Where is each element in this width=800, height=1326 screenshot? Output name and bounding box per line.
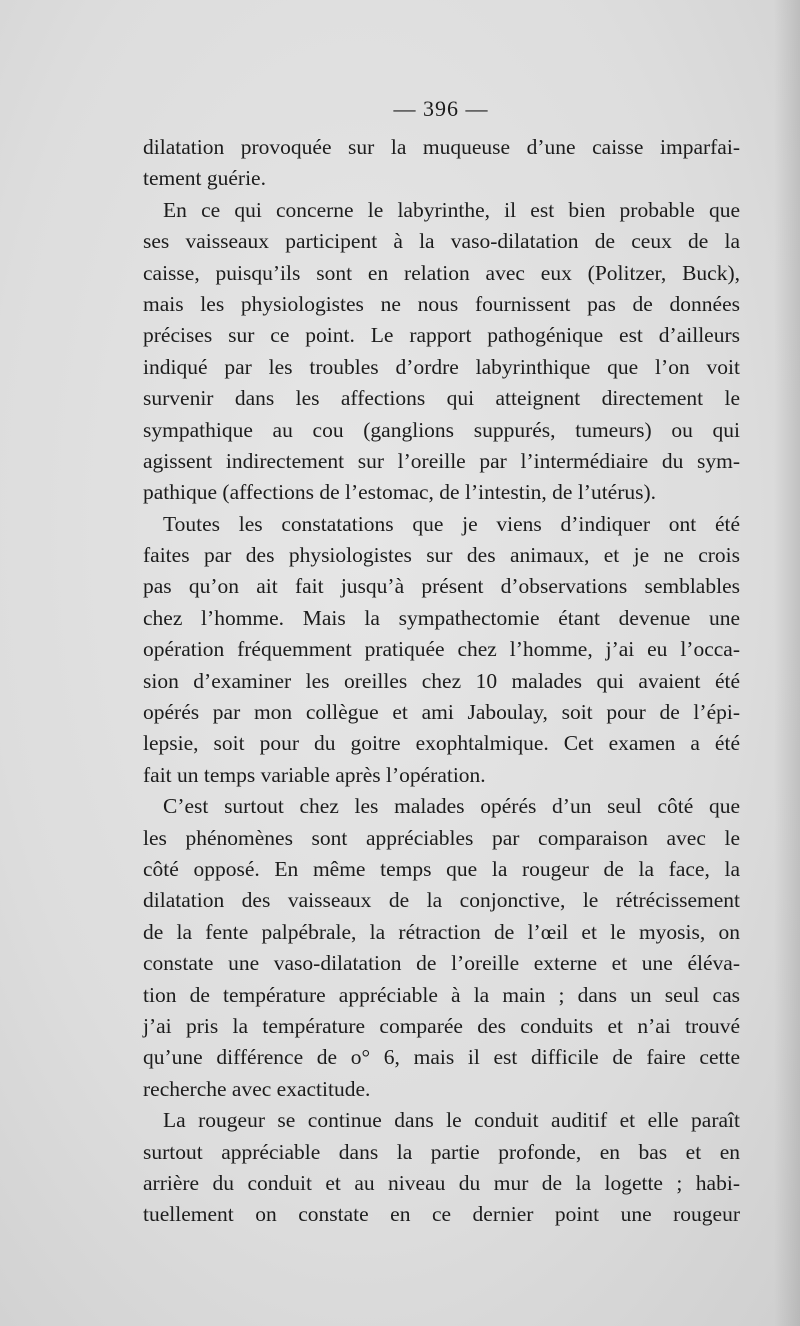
text-line: pathique (affections de l’estomac, de l’intestin, de l’utérus). — [143, 480, 657, 505]
text-line: lepsie, soit pour du goitre exophtalmique. Cet examen a été — [143, 731, 740, 756]
text-line: mais les physiologistes ne nous fournissent pas de données — [143, 291, 740, 316]
text-line: agissent indirectement sur l’oreille par l’intermédiaire du sym- — [143, 448, 740, 473]
text-line: indiqué par les troubles d’ordre labyrinthique que l’on voit — [143, 354, 740, 379]
page-number: — 396 — — [393, 96, 489, 121]
text-line: surtout appréciable dans la partie profonde, en bas et en — [143, 1139, 740, 1164]
page-edge-shadow — [774, 0, 800, 1326]
text-line: tuellement on constate en ce dernier point une rougeur — [143, 1202, 740, 1227]
text-line: ses vaisseaux participent à la vaso-dilatation de ceux de la — [143, 229, 740, 254]
text-line: survenir dans les affections qui atteignent directement le — [143, 386, 740, 411]
paragraph — [143, 1105, 740, 1231]
text-line: La rougeur se continue dans le conduit auditif et elle paraît — [163, 1108, 740, 1133]
body-text — [143, 132, 740, 1231]
text-line: tement guérie. — [143, 166, 266, 191]
text-line: En ce qui concerne le labyrinthe, il est bien probable que — [163, 197, 740, 222]
text-line: sympathique au cou (ganglions suppurés, tumeurs) ou qui — [143, 417, 740, 442]
text-line: Toutes les constatations que je viens d’indiquer ont été — [163, 511, 740, 536]
text-line: dilatation provoquée sur la muqueuse d’une caisse imparfai- — [143, 135, 740, 159]
text-line: chez l’homme. Mais la sympathectomie étant devenue une — [143, 605, 740, 630]
text-line: opérés par mon collègue et ami Jaboulay, soit pour de l’épi- — [143, 700, 740, 725]
text-line: les phénomènes sont appréciables par comparaison avec le — [143, 825, 740, 850]
text-line: caisse, puisqu’ils sont en relation avec eux (Politzer, Buck), — [143, 260, 740, 285]
text-line: qu’une différence de o° 6, mais il est difficile de faire cette — [143, 1045, 740, 1070]
paragraph — [143, 195, 740, 509]
text-line: dilatation des vaisseaux de la conjonctive, le rétrécissement — [143, 888, 740, 913]
text-line: recherche avec exactitude. — [143, 1076, 371, 1101]
text-line: précises sur ce point. Le rapport pathogénique est d’ailleurs — [143, 323, 740, 348]
text-line: fait un temps variable après l’opération. — [143, 762, 486, 787]
text-line: arrière du conduit et au niveau du mur de la logette ; habi- — [143, 1170, 740, 1195]
text-line: côté opposé. En même temps que la rougeur de la face, la — [143, 856, 740, 881]
text-line: pas qu’on ait fait jusqu’à présent d’observations semblables — [143, 574, 740, 599]
text-line: sion d’examiner les oreilles chez 10 malades qui avaient été — [143, 668, 740, 693]
text-line: faites par des physiologistes sur des animaux, et je ne crois — [143, 543, 740, 568]
text-line: opération fréquemment pratiquée chez l’homme, j’ai eu l’occa- — [143, 637, 740, 662]
text-line: tion de température appréciable à la main ; dans un seul cas — [143, 982, 740, 1007]
paragraph — [143, 791, 740, 1105]
text-line: C’est surtout chez les malades opérés d’un seul côté que — [163, 794, 740, 819]
text-line: constate une vaso-dilatation de l’oreille externe et une éléva- — [143, 951, 740, 976]
paragraph — [143, 132, 740, 195]
text-line: de la fente palpébrale, la rétraction de l’œil et le myosis, on — [143, 919, 740, 944]
paragraph — [143, 509, 740, 792]
text-line: j’ai pris la température comparée des conduits et n’ai trouvé — [143, 1013, 740, 1038]
